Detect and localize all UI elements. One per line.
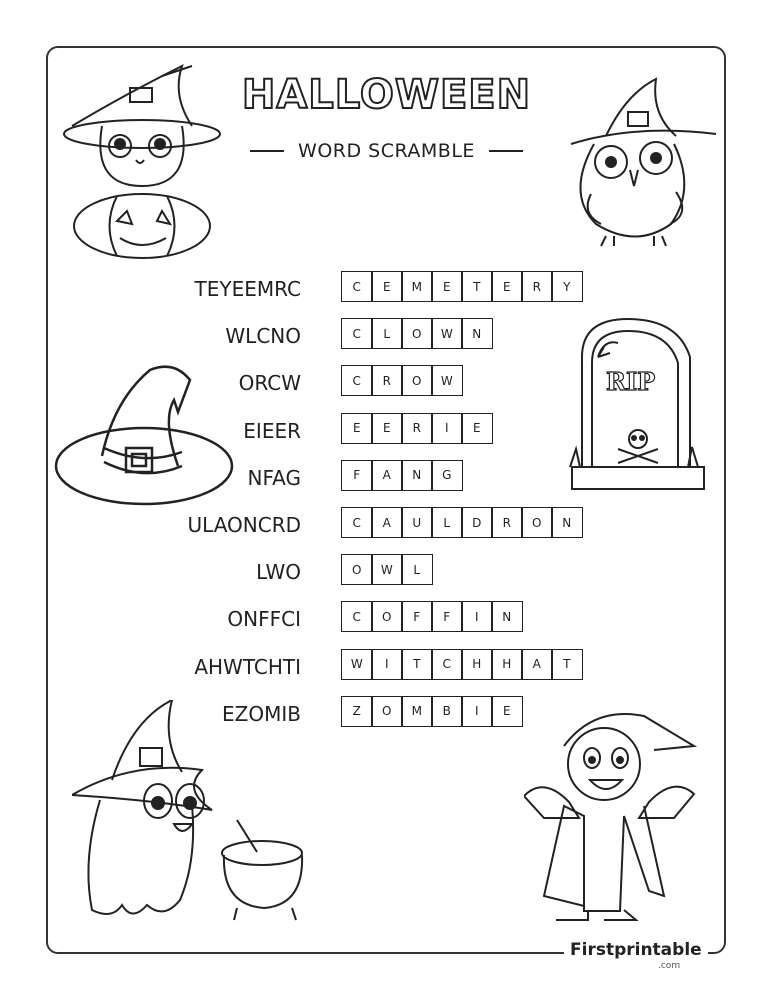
answer-letter-box: T (401, 649, 433, 680)
answer-letter-box: A (521, 649, 553, 680)
answer-letter-box: E (341, 413, 373, 444)
answer-letter-box: N (551, 507, 583, 538)
answer-boxes (341, 318, 493, 349)
answer-letter-box: W (341, 649, 373, 680)
answer-letter-box: E (461, 413, 493, 444)
answer-letter-box: D (461, 507, 493, 538)
answer-letter-box: O (371, 601, 403, 632)
brand-domain: .com (658, 961, 681, 971)
subtitle-rule-left (250, 150, 284, 152)
scrambled-word: AHWTCHTI (194, 654, 301, 679)
answer-letter-box: C (341, 271, 373, 302)
answer-boxes (341, 460, 463, 491)
brand-logo (564, 940, 708, 960)
answer-letter-box: L (431, 507, 463, 538)
answer-letter-box: F (431, 601, 463, 632)
answer-letter-box: R (401, 413, 433, 444)
answer-letter-box: E (491, 271, 523, 302)
answer-letter-box: O (341, 554, 373, 585)
answer-letter-box: H (461, 649, 493, 680)
answer-letter-box: I (371, 649, 403, 680)
answer-boxes (341, 601, 523, 632)
scrambled-word: ORCW (238, 371, 301, 396)
answer-boxes (341, 507, 583, 538)
answer-letter-box: B (431, 696, 463, 727)
answer-letter-box: E (431, 271, 463, 302)
answer-letter-box: M (401, 271, 433, 302)
answer-letter-box: C (341, 318, 373, 349)
answer-letter-box: E (371, 413, 403, 444)
answer-letter-box: R (521, 271, 553, 302)
answer-letter-box: Y (551, 271, 583, 302)
answer-letter-box: I (431, 413, 463, 444)
answer-letter-box: L (401, 554, 433, 585)
scrambled-word: TEYEEMRC (194, 277, 301, 301)
scrambled-word: ONFFCI (227, 607, 301, 632)
scrambled-word: LWO (256, 560, 301, 585)
answer-letter-box: N (461, 318, 493, 349)
answer-boxes (341, 554, 433, 585)
scrambled-word: ULAONCRD (187, 513, 301, 537)
answer-letter-box: F (401, 601, 433, 632)
answer-boxes (341, 413, 493, 444)
answer-letter-box: N (491, 601, 523, 632)
owl-illustration (566, 74, 720, 254)
answer-letter-box: W (431, 318, 463, 349)
answer-letter-box: O (401, 365, 433, 396)
brand-name: Firstprintable (570, 940, 702, 960)
vampire-illustration (524, 706, 704, 930)
answer-boxes (341, 649, 583, 680)
answer-letter-box: U (401, 507, 433, 538)
answer-letter-box: W (431, 365, 463, 396)
answer-letter-box: I (461, 601, 493, 632)
ghost-cauldron-illustration (72, 700, 312, 934)
scrambled-word: EZOMIB (222, 701, 301, 726)
answer-letter-box: E (371, 271, 403, 302)
answer-letter-box: T (551, 649, 583, 680)
answer-letter-box: O (521, 507, 553, 538)
witch-hat-illustration (54, 360, 234, 510)
answer-letter-box: C (341, 507, 373, 538)
answer-letter-box: C (431, 649, 463, 680)
answer-letter-box: C (341, 601, 373, 632)
answer-letter-box: M (401, 696, 433, 727)
page-title: HALLOWEEN (241, 72, 532, 118)
tombstone-text: RIP (606, 367, 656, 396)
answer-letter-box: H (491, 649, 523, 680)
answer-letter-box: L (371, 318, 403, 349)
answer-letter-box: A (371, 460, 403, 491)
answer-letter-box: C (341, 365, 373, 396)
answer-boxes (341, 271, 583, 302)
answer-letter-box: T (461, 271, 493, 302)
scrambled-word: NFAG (247, 465, 301, 490)
answer-letter-box: Z (341, 696, 373, 727)
answer-letter-box: A (371, 507, 403, 538)
answer-boxes (341, 365, 463, 396)
tombstone-illustration (568, 317, 708, 493)
answer-letter-box: G (431, 460, 463, 491)
answer-letter-box: O (401, 318, 433, 349)
answer-letter-box: R (491, 507, 523, 538)
answer-letter-box: I (461, 696, 493, 727)
answer-letter-box: E (491, 696, 523, 727)
subtitle-rule-right (489, 150, 523, 152)
page-subtitle: WORD SCRAMBLE (298, 140, 475, 162)
answer-letter-box: N (401, 460, 433, 491)
answer-letter-box: O (371, 696, 403, 727)
cat-pumpkin-illustration (62, 56, 222, 261)
scrambled-word: WLCNO (225, 324, 301, 349)
answer-letter-box: R (371, 365, 403, 396)
scrambled-word: EIEER (243, 418, 301, 443)
answer-letter-box: W (371, 554, 403, 585)
answer-letter-box: F (341, 460, 373, 491)
answer-boxes (341, 696, 523, 727)
